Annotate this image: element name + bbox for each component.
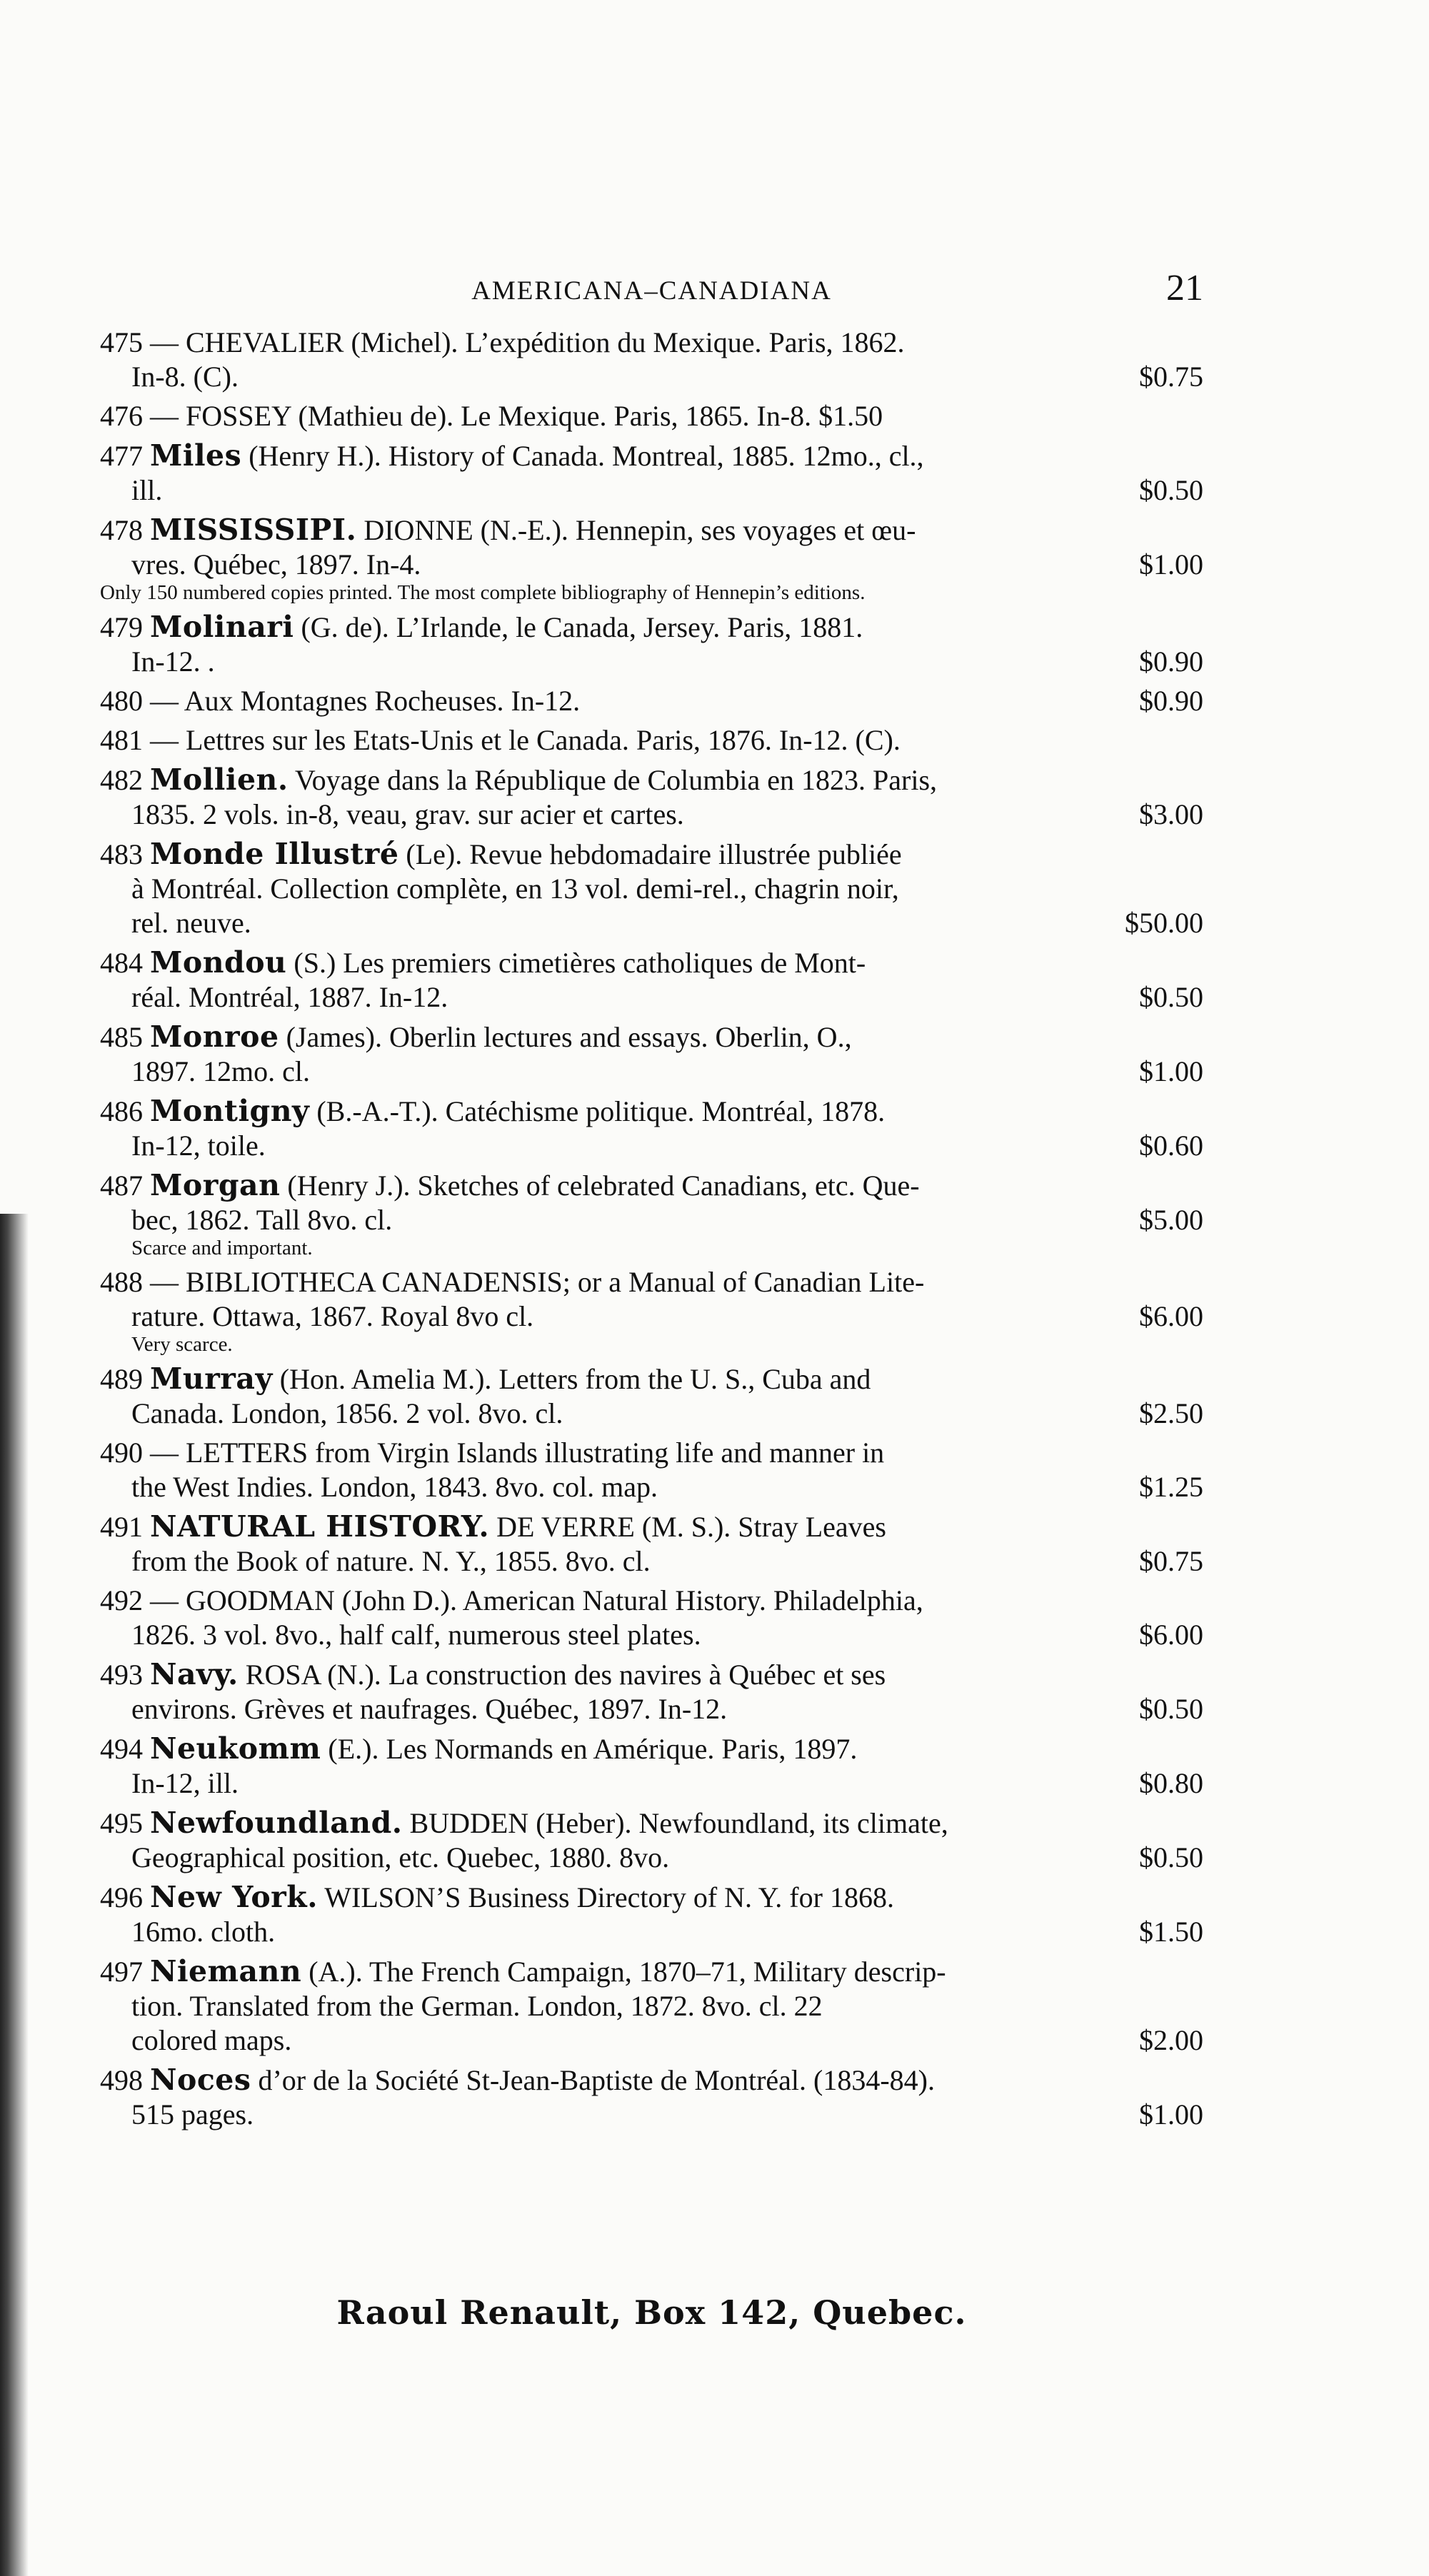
- entry-price: $5.00: [1139, 1204, 1203, 1236]
- page-edge-shadow: [0, 1214, 29, 2576]
- entry-line: [100, 980, 1203, 1015]
- entry-text: Geographical position, etc. Quebec, 1880. 8vo.: [131, 1841, 670, 1873]
- entry-line: [100, 1766, 1203, 1801]
- entry-keyword: New York.: [150, 1880, 318, 1914]
- entry-line: [100, 906, 1203, 940]
- entry-keyword: Neukomm: [150, 1731, 321, 1766]
- entry-text: d’or de la Société St-Jean-Baptiste de Montréal. (1834-84).: [258, 2064, 935, 2096]
- entry-price: $0.90: [1139, 685, 1203, 717]
- entry-text: (G. de). L’Irlande, le Canada, Jersey. Paris, 1881.: [301, 611, 863, 643]
- entry-text: 480 — Aux Montagnes Rocheuses. In-12.: [100, 685, 581, 717]
- catalogue-entry: [100, 1806, 1203, 1875]
- catalogue-entry: [100, 723, 1203, 758]
- entry-text: In-12, ill.: [131, 1767, 239, 1799]
- entry-line: [100, 473, 1203, 508]
- entry-line: [100, 1954, 1203, 1989]
- catalogue-entry: [100, 1362, 1203, 1431]
- entry-price: $2.00: [1139, 2024, 1203, 2056]
- entry-line: [100, 360, 1203, 394]
- entry-line: [100, 1880, 1203, 1915]
- entry-text: In-12. .: [131, 645, 215, 678]
- entry-price: $0.60: [1139, 1129, 1203, 1162]
- entry-number: 489: [100, 1363, 143, 1395]
- entry-line: [100, 1094, 1203, 1129]
- entry-text: 490 — LETTERS from Virgin Islands illustrating life and manner in: [100, 1437, 885, 1469]
- entry-keyword: MISSISSIPI.: [150, 513, 357, 547]
- entry-keyword: Newfoundland.: [150, 1806, 403, 1840]
- catalogue-entry: [100, 326, 1203, 394]
- entry-line: [100, 548, 1203, 582]
- entry-line: [100, 399, 1203, 433]
- entry-text: (E.). Les Normands en Amérique. Paris, 1897.: [328, 1733, 858, 1765]
- entry-line: [100, 1544, 1203, 1579]
- entry-line: [100, 1509, 1203, 1544]
- entry-number: 483: [100, 838, 143, 870]
- entry-line: [100, 1806, 1203, 1841]
- entry-line: [100, 1299, 1203, 1334]
- entry-line: [100, 763, 1203, 798]
- entry-text: (Le). Revue hebdomadaire illustrée publiée: [406, 838, 902, 870]
- entry-line: [100, 1692, 1203, 1726]
- entry-line: [100, 1203, 1203, 1237]
- entry-text: In-8. (C).: [131, 361, 239, 393]
- entry-price: $0.75: [1139, 1545, 1203, 1577]
- entry-line: [100, 1362, 1203, 1397]
- entry-price: $1.00: [1139, 2098, 1203, 2130]
- entry-line: [100, 798, 1203, 832]
- entry-number: 484: [100, 947, 143, 979]
- entry-keyword: Morgan: [150, 1168, 281, 1202]
- entry-line: [100, 2098, 1203, 2132]
- entry-number: 498: [100, 2064, 143, 2096]
- entry-line: [100, 1168, 1203, 1203]
- entry-text: ROSA (N.). La construction des navires à Québec et ses: [245, 1659, 886, 1691]
- entry-price: $0.90: [1139, 645, 1203, 678]
- running-head: AMERICANA–CANADIANA: [471, 276, 832, 306]
- entry-price: $1.00: [1139, 1055, 1203, 1087]
- entry-number: 497: [100, 1956, 143, 1988]
- entry-keyword: Miles: [150, 438, 242, 473]
- catalogue-entry: [100, 438, 1203, 508]
- entry-text: tion. Translated from the German. London, 1872. 8vo. cl. 22: [131, 1990, 823, 2022]
- entry-number: 486: [100, 1095, 143, 1127]
- catalogue-entry: [100, 684, 1203, 718]
- entry-text: (Henry J.). Sketches of celebrated Canadians, etc. Que-: [287, 1169, 920, 1202]
- entry-price: $0.50: [1139, 981, 1203, 1013]
- entry-text: 476 — FOSSEY (Mathieu de). Le Mexique. Paris, 1865. In-8. $1.50: [100, 400, 883, 432]
- entry-number: 493: [100, 1659, 143, 1691]
- entry-line: [100, 1657, 1203, 1692]
- entry-price: $1.25: [1139, 1471, 1203, 1503]
- catalogue-entry: [100, 1265, 1203, 1357]
- entry-price: $0.50: [1139, 474, 1203, 506]
- entry-line: [100, 513, 1203, 548]
- entry-keyword: Montigny: [150, 1094, 310, 1128]
- entry-keyword: Monde Illustré: [150, 837, 399, 871]
- entry-line: [100, 1055, 1203, 1089]
- entry-line: [100, 2023, 1203, 2058]
- entry-text: (James). Oberlin lectures and essays. Oberlin, O.,: [286, 1021, 852, 1053]
- entry-text: 1826. 3 vol. 8vo., half calf, numerous steel plates.: [131, 1619, 701, 1651]
- entry-keyword: Noces: [150, 2063, 251, 2097]
- entry-text: Canada. London, 1856. 2 vol. 8vo. cl.: [131, 1397, 563, 1429]
- entry-text: 488 — BIBLIOTHECA CANADENSIS; or a Manual of Canadian Lite-: [100, 1266, 925, 1298]
- entry-keyword: Molinari: [150, 610, 294, 644]
- entry-text: rel. neuve.: [131, 907, 251, 939]
- entry-price: $3.00: [1139, 798, 1203, 830]
- entry-number: 494: [100, 1733, 143, 1765]
- catalogue-entry: [100, 1731, 1203, 1801]
- entry-text: (Henry H.). History of Canada. Montreal, 1885. 12mo., cl.,: [249, 440, 924, 472]
- entry-line: [100, 2063, 1203, 2098]
- entry-number: 491: [100, 1511, 143, 1543]
- entry-line: [100, 837, 1203, 872]
- entry-price: $0.80: [1139, 1767, 1203, 1799]
- entry-price: $1.00: [1139, 548, 1203, 580]
- catalogue-entry: [100, 399, 1203, 433]
- entry-text: 16mo. cloth.: [131, 1916, 276, 1948]
- entry-number: 482: [100, 764, 143, 796]
- entry-text: BUDDEN (Heber). Newfoundland, its climate,: [409, 1807, 948, 1839]
- entry-text: 1897. 12mo. cl.: [131, 1055, 310, 1087]
- entry-line: [100, 1020, 1203, 1055]
- catalogue-entry: [100, 1436, 1203, 1504]
- catalogue-entry: [100, 1094, 1203, 1163]
- entry-line: [100, 1436, 1203, 1470]
- catalogue-entry: [100, 837, 1203, 940]
- catalogue-entry: [100, 1584, 1203, 1652]
- entry-keyword: Mondou: [150, 945, 287, 980]
- entry-line: [100, 1129, 1203, 1163]
- catalogue-entry: [100, 763, 1203, 832]
- catalogue-entry: [100, 1509, 1203, 1579]
- entry-line: [100, 1989, 1203, 2023]
- entry-text: Voyage dans la République de Columbia en 1823. Paris,: [294, 764, 938, 796]
- entry-line: [100, 610, 1203, 645]
- catalogue-entries: [100, 326, 1203, 2137]
- entry-line: [100, 645, 1203, 679]
- entry-line: [100, 1470, 1203, 1504]
- entry-number: 495: [100, 1807, 143, 1839]
- entry-text: (Hon. Amelia M.). Letters from the U. S., Cuba and: [279, 1363, 871, 1395]
- catalogue-entry: [100, 1657, 1203, 1726]
- entry-line: [100, 326, 1203, 360]
- entry-text: environs. Grèves et naufrages. Québec, 1897. In-12.: [131, 1693, 728, 1725]
- entry-price: $6.00: [1139, 1619, 1203, 1651]
- catalogue-entry: [100, 2063, 1203, 2132]
- entry-text: In-12, toile.: [131, 1129, 266, 1162]
- entry-line: [100, 1584, 1203, 1618]
- catalogue-entry: [100, 610, 1203, 679]
- entry-text: rature. Ottawa, 1867. Royal 8vo cl.: [131, 1300, 534, 1332]
- catalogue-entry: [100, 513, 1203, 605]
- entry-price: $6.00: [1139, 1300, 1203, 1332]
- entry-line: [100, 1915, 1203, 1949]
- entry-note: Very scarce.: [131, 1333, 233, 1356]
- entry-keyword: Murray: [150, 1362, 273, 1396]
- entry-price: $50.00: [1125, 907, 1203, 939]
- entry-text: bec, 1862. Tall 8vo. cl.: [131, 1204, 393, 1236]
- entry-price: $2.50: [1139, 1397, 1203, 1429]
- entry-text: from the Book of nature. N. Y., 1855. 8vo. cl.: [131, 1545, 651, 1577]
- catalogue-entry: [100, 1954, 1203, 2058]
- entry-keyword: Monroe: [150, 1020, 279, 1054]
- entry-keyword: Navy.: [150, 1657, 239, 1691]
- entry-text: (A.). The French Campaign, 1870–71, Military descrip-: [309, 1956, 946, 1988]
- entry-line: [100, 1618, 1203, 1652]
- entry-price: $1.50: [1139, 1916, 1203, 1948]
- entry-text: vres. Québec, 1897. In-4.: [131, 548, 421, 580]
- entry-text: ill.: [131, 474, 163, 506]
- entry-text: (S.) Les premiers cimetières catholiques de Mont-: [294, 947, 866, 979]
- entry-text: the West Indies. London, 1843. 8vo. col. map.: [131, 1471, 658, 1503]
- entry-line: [100, 684, 1203, 718]
- advertiser-footer: Raoul Renault, Box 142, Quebec.: [336, 2293, 967, 2332]
- entry-number: 485: [100, 1021, 143, 1053]
- entry-keyword: NATURAL HISTORY.: [150, 1509, 490, 1544]
- page-header: [100, 270, 1203, 320]
- entry-text: DIONNE (N.-E.). Hennepin, ses voyages et œu-: [363, 514, 916, 546]
- entry-line: [100, 723, 1203, 758]
- entry-keyword: Mollien.: [150, 763, 289, 797]
- entry-number: 479: [100, 611, 143, 643]
- catalogue-entry: [100, 1880, 1203, 1949]
- entry-number: 477: [100, 440, 143, 472]
- entry-note: Only 150 numbered copies printed. The most complete bibliography of Hennepin’s editions.: [100, 581, 866, 604]
- entry-text: colored maps.: [131, 2024, 292, 2056]
- entry-price: $0.50: [1139, 1841, 1203, 1873]
- entry-number: 496: [100, 1881, 143, 1913]
- entry-line: [100, 1731, 1203, 1766]
- entry-number: 487: [100, 1169, 143, 1202]
- entry-line: [100, 1265, 1203, 1299]
- entry-line: [100, 1841, 1203, 1875]
- entry-line: [100, 945, 1203, 980]
- entry-text: (B.-A.-T.). Catéchisme politique. Montréal, 1878.: [316, 1095, 886, 1127]
- entry-text: 1835. 2 vols. in-8, veau, grav. sur acier et cartes.: [131, 798, 684, 830]
- entry-line: [100, 438, 1203, 473]
- entry-text: 481 — Lettres sur les Etats-Unis et le Canada. Paris, 1876. In-12. (C).: [100, 724, 901, 756]
- entry-text: réal. Montréal, 1887. In-12.: [131, 981, 448, 1013]
- entry-text: 475 — CHEVALIER (Michel). L’expédition du Mexique. Paris, 1862.: [100, 326, 905, 358]
- entry-line: [100, 872, 1203, 906]
- entry-note: Scarce and important.: [131, 1237, 313, 1259]
- entry-text: WILSON’S Business Directory of N. Y. for 1868.: [324, 1881, 894, 1913]
- entry-text: DE VERRE (M. S.). Stray Leaves: [496, 1511, 886, 1543]
- entry-price: $0.50: [1139, 1693, 1203, 1725]
- page-number: 21: [1166, 268, 1203, 308]
- entry-number: 478: [100, 514, 143, 546]
- entry-price: $0.75: [1139, 361, 1203, 393]
- entry-text: 515 pages.: [131, 2098, 254, 2130]
- entry-keyword: Niemann: [150, 1954, 302, 1988]
- entry-text: 492 — GOODMAN (John D.). American Natural History. Philadelphia,: [100, 1584, 923, 1616]
- catalogue-entry: [100, 945, 1203, 1015]
- entry-text: à Montréal. Collection complète, en 13 vol. demi-rel., chagrin noir,: [131, 872, 899, 905]
- entry-line: [100, 1397, 1203, 1431]
- catalogue-entry: [100, 1168, 1203, 1260]
- catalogue-entry: [100, 1020, 1203, 1089]
